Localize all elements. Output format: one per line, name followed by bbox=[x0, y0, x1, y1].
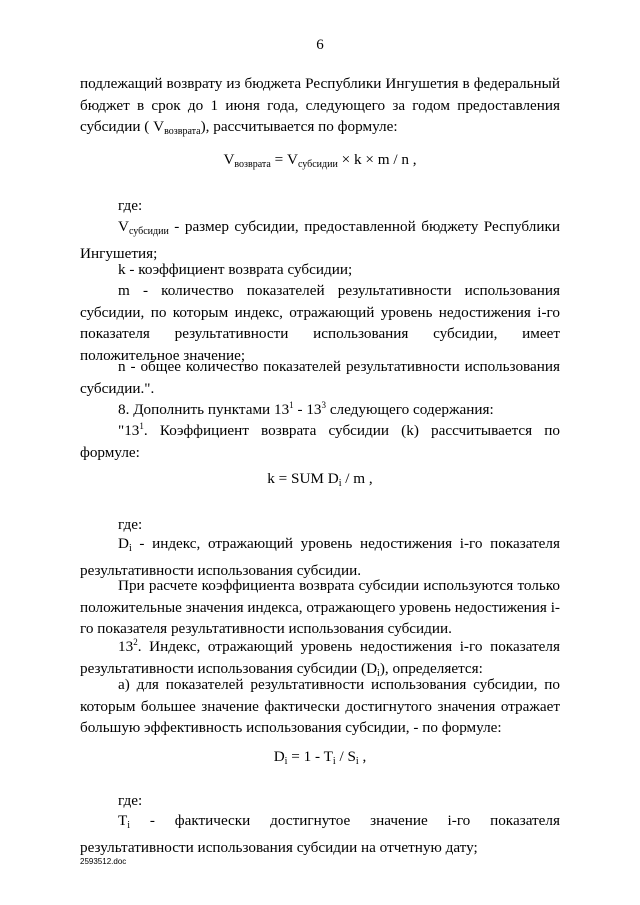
file-name-footer: 2593512.doc bbox=[80, 857, 127, 866]
paragraph-13-2: $13^2$. Индекс, отражающий уровень недостижения i-го показателя результативности использования субсидии $(D_i)$, определяется: bbox=[80, 637, 560, 679]
item-8: 8. Дополнить пунктами $13^1 - 13^3$ следующего содержания: bbox=[118, 400, 494, 418]
where-label-2: где: bbox=[118, 516, 143, 533]
paragraph-a: а) для показателей результативности использования субсидии, по которым большее значение фактически достигнутого значения отражает большую эффективность использования субсидии, - по формуле: bbox=[80, 676, 560, 736]
definition-m: m - количество показателей результативности использования субсидии, по которым индекс, отражающий уровень недостижения i-го показателя результативности использования субсидии, имеет положительное значение; bbox=[80, 282, 560, 364]
paragraph-calculation: При расчете коэффициента возврата субсидии используются только положительные значения индекса, отражающего уровень недостижения i-го показателя результативности использования субсидии. bbox=[80, 577, 560, 637]
paragraph-intro: подлежащий возврату из бюджета Республики Ингушетия в федеральный бюджет в срок до 1 июня года, следующего за годом предоставления субсидии ( $V_{возврата}$), рассчитывается по формуле: bbox=[80, 75, 560, 137]
definition-t: $T_i$ - фактически достигнутое значение i-го показателя результативности использования субсидии на отчетную дату; bbox=[80, 812, 560, 856]
page-number: 6 bbox=[316, 37, 324, 53]
definition-d: $D_i$ - индекс, отражающий уровень недостижения i-го показателя результативности использования субсидии. bbox=[80, 535, 560, 579]
where-label-3: где: bbox=[118, 792, 143, 809]
formula-d: $D_i = 1 - T_i / S_i$ , bbox=[273, 748, 367, 767]
definition-k: k - коэффициент возврата субсидии; bbox=[118, 261, 353, 278]
formula-v-return: $V_{возврата} = V_{субсидии} \times k \times m / n$ , bbox=[223, 151, 417, 170]
where-label-1: где: bbox=[118, 197, 143, 214]
paragraph-13-1: "$13^1$. Коэффициент возврата субсидии (k) рассчитывается по формуле: bbox=[80, 421, 560, 461]
definition-v: $V_{субсидии}$ - размер субсидии, предоставленной бюджету Республики Ингушетия; bbox=[80, 218, 560, 262]
formula-k: k = SUM $D_i$ / m , bbox=[267, 470, 373, 489]
definition-n: n - общее количество показателей результативности использования субсидии.". bbox=[80, 358, 560, 397]
